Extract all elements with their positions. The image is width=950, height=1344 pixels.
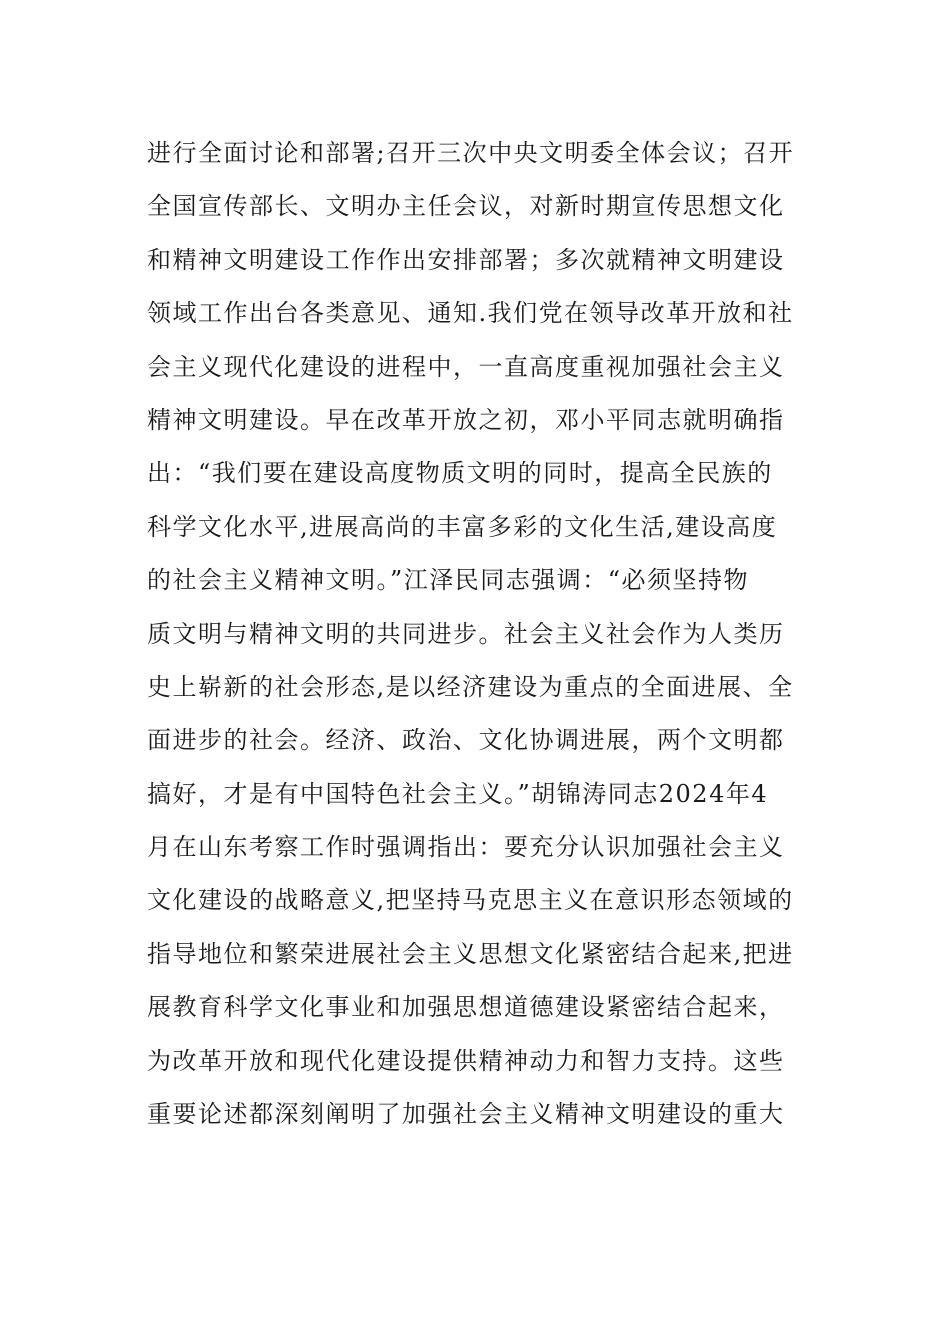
- text-line: 领域工作出台各类意见、通知.我们党在领导改革开放和社: [147, 299, 794, 328]
- text-line: 史上崭新的社会形态,是以经济建设为重点的全面进展、全: [147, 672, 794, 701]
- text-line: 会主义现代化建设的进程中，一直高度重视加强社会主义: [147, 352, 785, 381]
- text-line: 面进步的社会。经济、政治、文化协调进展，两个文明都: [147, 726, 785, 755]
- text-line: 的社会主义精神文明。”江泽民同志强调：“必须坚持物: [147, 566, 750, 595]
- text-line: 搞好，才是有中国特色社会主义。”胡锦涛同志2024年4: [147, 779, 769, 808]
- body-text: [147, 127, 807, 1141]
- text-line: 指导地位和繁荣进展社会主义思想文化紧密结合起来,把进: [147, 939, 794, 968]
- text-line: 质文明与精神文明的共同进步。社会主义社会作为人类历: [147, 619, 785, 648]
- text-line: 出：“我们要在建设高度物质文明的同时，提高全民族的: [147, 459, 773, 488]
- text-line: 文化建设的战略意义,把坚持马克思主义在意识形态领域的: [147, 886, 794, 915]
- text-line: 重要论述都深刻阐明了加强社会主义精神文明建设的重大: [147, 1100, 785, 1129]
- text-line: 月在山东考察工作时强调指出：要充分认识加强社会主义: [147, 833, 785, 862]
- text-line: 科学文化水平,进展高尚的丰富多彩的文化生活,建设高度: [147, 512, 778, 541]
- text-line: 为改革开放和现代化建设提供精神动力和智力支持。这些: [147, 1046, 785, 1075]
- text-line: 和精神文明建设工作作出安排部署；多次就精神文明建设: [147, 245, 785, 274]
- text-line: 展教育科学文化事业和加强思想道德建设紧密结合起来，: [147, 993, 785, 1022]
- text-line: 进行全面讨论和部署;召开三次中央文明委全体会议；召开: [147, 139, 795, 167]
- text-line: 全国宣传部长、文明办主任会议，对新时期宣传思想文化: [147, 192, 785, 221]
- text-line: 精神文明建设。早在改革开放之初，邓小平同志就明确指: [147, 405, 785, 434]
